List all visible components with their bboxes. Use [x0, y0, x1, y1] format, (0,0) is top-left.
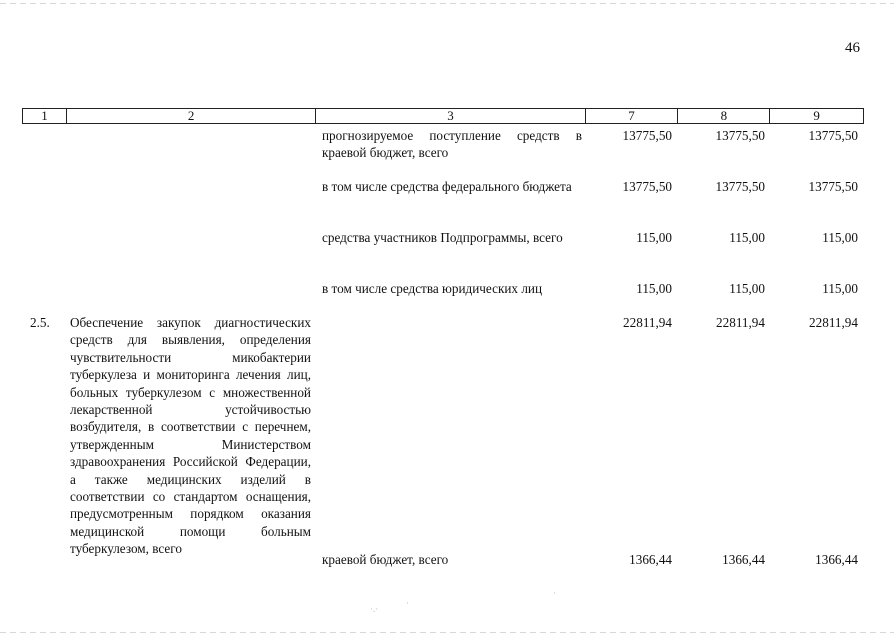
row-3-value-9: 115,00 — [822, 230, 858, 245]
item-subrow-value-8: 1366,44 — [722, 552, 765, 567]
header-col-2: 2 — [67, 109, 316, 123]
row-4-value-9: 115,00 — [822, 281, 858, 296]
page-number: 46 — [845, 40, 860, 56]
row-1-description: прогнозируемое поступление средств в краевой бюджет, всего — [322, 128, 582, 161]
header-col-7: 7 — [586, 109, 679, 123]
item-value-8: 22811,94 — [716, 315, 765, 330]
scan-speck: · — [553, 588, 556, 598]
item-subrow-value-7: 1366,44 — [629, 552, 672, 567]
row-2-description: в том числе средства федерального бюджета — [322, 179, 572, 194]
item-value-7: 22811,94 — [623, 315, 672, 330]
row-3-value-7: 115,00 — [636, 230, 672, 245]
header-col-3: 3 — [316, 109, 585, 123]
row-1-value-7: 13775,50 — [622, 128, 672, 143]
row-1-value-9: 13775,50 — [808, 128, 858, 143]
row-2-value-8: 13775,50 — [715, 179, 765, 194]
item-subrow-value-9: 1366,44 — [815, 552, 858, 567]
item-subrow-description: краевой бюджет, всего — [322, 552, 449, 567]
item-value-9: 22811,94 — [809, 315, 858, 330]
scan-edge-top — [0, 3, 894, 4]
row-4-value-8: 115,00 — [729, 281, 765, 296]
row-1-value-8: 13775,50 — [715, 128, 765, 143]
row-3-value-8: 115,00 — [729, 230, 765, 245]
scan-edge-bottom — [0, 632, 894, 633]
scan-speck: · — [406, 598, 409, 608]
row-4-description: в том числе средства юридических лиц — [322, 281, 543, 296]
header-col-8: 8 — [678, 109, 770, 123]
item-title: Обеспечение закупок диагностических средств для выявления, определения чувствительности микобактерии туберкулеза и мониторинга лечения лиц, больных туберкулезом с множественной лекарственной устойчивостью возбудителя, в соответствии с перечнем, утвержденным Министерством здравоохранения Российской Федерации, а также медицинских изделий в соответствии со стандартом оснащения, предусмотренным порядком оказания медицинской помощи больным туберкулезом, всего — [70, 315, 311, 557]
header-col-1: 1 — [23, 109, 67, 123]
row-2-value-7: 13775,50 — [622, 179, 672, 194]
row-4-value-7: 115,00 — [636, 281, 672, 296]
row-2-value-9: 13775,50 — [808, 179, 858, 194]
scan-speck: ·.· — [370, 604, 379, 614]
item-number: 2.5. — [30, 315, 50, 330]
header-col-9: 9 — [813, 108, 820, 123]
table-header-row — [22, 108, 864, 124]
row-3-description: средства участников Подпрограммы, всего — [322, 230, 563, 245]
